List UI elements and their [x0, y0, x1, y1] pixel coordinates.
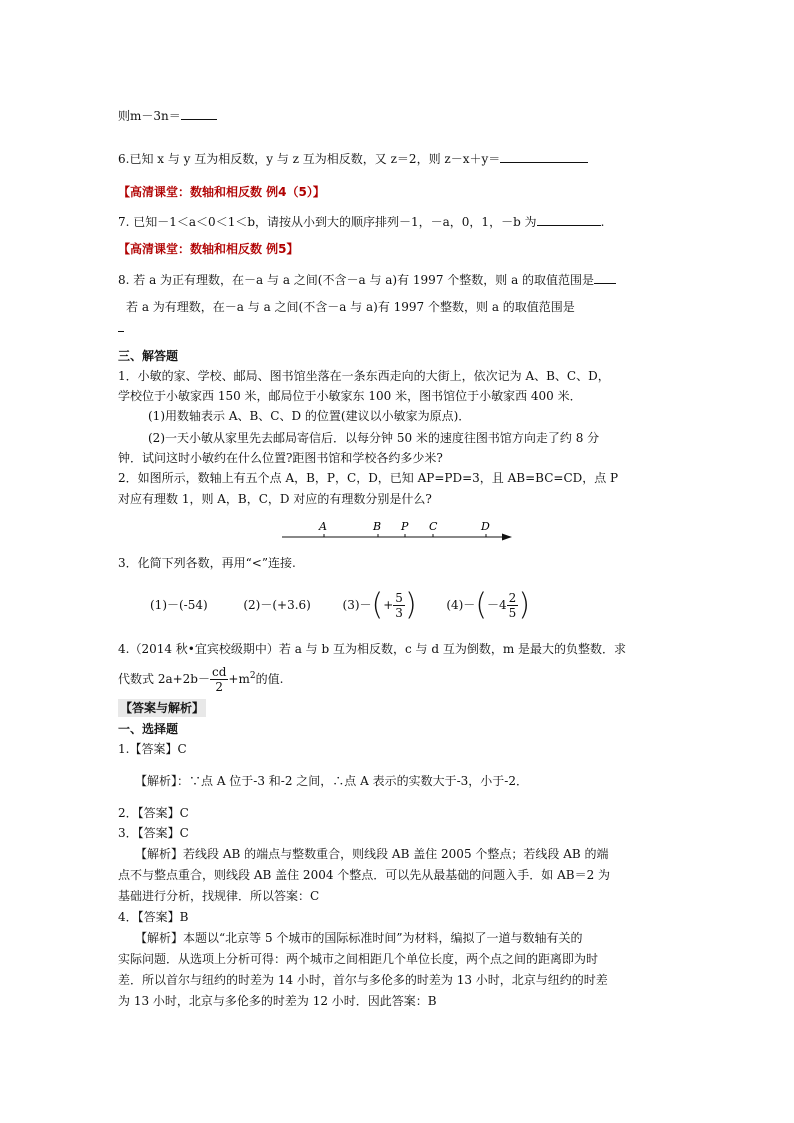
answer-3-explanation-2: 点不与整点重合，则线段 AB 盖住 2004 个整点．可以先从最基础的问题入手．如 AB＝2 为	[118, 868, 611, 882]
answer-4: 4．【答案】B	[118, 910, 189, 924]
fraction: $\frac{cd}{2}$	[211, 665, 227, 694]
answer-1-explanation: 【解析】：∵点 A 位于-3 和-2 之间，∴点 A 表示的实数大于-3，小于-2．	[135, 774, 528, 788]
problem-2-line-1: 2．如图所示，数轴上有五个点 A，B，P，C，D，已知 AP=PD=3，且 AB=BC=CD，点 P	[118, 471, 619, 485]
section-title: 三、解答题	[118, 349, 179, 363]
question-text: 6.已知 x 与 y 互为相反数，y 与 z 互为相反数，又 z＝2，则 z－x＋y＝	[118, 152, 501, 166]
problem-4-line-1: 4.（2014 秋•宜宾校级期中）若 a 与 b 互为相反数，c 与 d 互为倒数，m 是最大的负整数．求	[118, 642, 627, 656]
question-text: 7. 已知－1＜a＜0＜1＜b，请按从小到大的顺序排列－1，－a，0，1，－b 为	[118, 215, 537, 229]
question-text: 8. 若 a 为正有理数，在－a 与 a 之间(不含－a 与 a)有 1997 个整数，则 a 的取值范围是	[118, 273, 595, 287]
answer-3: 3．【答案】C	[118, 826, 189, 840]
problem-3-line-1: 3．化简下列各数，再用“<”连接.	[118, 556, 296, 570]
reference-note: 【高清课堂：数轴和相反数 例5】	[118, 242, 299, 256]
reference-note: 【高清课堂：数轴和相反数 例4（5）】	[118, 185, 325, 199]
fraction: $\frac{2}{5}$	[508, 591, 517, 620]
problem-1-line-2: 学校位于小敏家西 150 米，邮局位于小敏家东 100 米，图书馆位于小敏家西 400 米．	[118, 389, 582, 403]
answer-4-explanation-4: 为 13 小时，北京与多伦多的时差为 12 小时．因此答案：B	[118, 994, 437, 1008]
question-7	[118, 212, 604, 231]
answer-1: 1.【答案】C	[118, 742, 187, 756]
question-5-tail	[118, 106, 217, 125]
answer-blank	[537, 212, 601, 226]
item-3: (3)－(+ $\frac{5}{3}$ )	[342, 587, 417, 623]
answer-4-explanation-1: 【解析】本题以“北京等 5 个城市的国际标准时间”为材料，编拟了一道与数轴有关的	[135, 931, 583, 945]
answer-3-explanation-1: 【解析】若线段 AB 的端点与整数重合，则线段 AB 盖住 2005 个整点；若线段 AB 的端	[135, 847, 609, 861]
point-label-c: C	[429, 520, 438, 533]
answer-4-explanation-3: 差．所以首尔与纽约的时差为 14 小时，首尔与多伦多的时差为 13 小时，北京与纽约的时差	[118, 973, 608, 987]
answer-blank	[500, 149, 588, 163]
question-8-line-2: 若 a 为有理数，在－a 与 a 之间(不含－a 与 a)有 1997 个整数，则 a 的取值范围是	[126, 300, 575, 314]
problem-3-items	[150, 587, 531, 623]
item-2: (2)－(+3.6)	[243, 598, 311, 612]
problem-1-line-1: 1．小敏的家、学校、邮局、图书馆坐落在一条东西走向的大街上，依次记为 A、B、C、D，	[118, 369, 610, 383]
answer-2: 2．【答案】C	[118, 806, 189, 820]
question-end: .	[600, 215, 605, 229]
answer-blank	[118, 318, 124, 337]
problem-4-line-2: 代数式 2a+2b－ $\frac{cd}{2}$ $+m^2$的值.	[118, 665, 284, 694]
point-label-a: A	[319, 520, 327, 533]
point-label-p: P	[401, 520, 409, 533]
answer-blank	[181, 106, 217, 120]
problem-1-sub-2a: (2)一天小敏从家里先去邮局寄信后．以每分钟 50 米的速度往图书馆方向走了约 8 分	[148, 431, 600, 445]
answers-section-1: 一、选择题	[118, 722, 179, 736]
problem-1-sub-2b: 钟．试问这时小敏约在什么位置?距图书馆和学校各约多少米?	[118, 451, 443, 465]
point-label-b: B	[373, 520, 382, 533]
question-text: 则m－3n＝	[118, 109, 181, 123]
question-8-line-1	[118, 270, 616, 289]
item-4: (4)－(－4 $\frac{2}{5}$ )	[446, 587, 531, 623]
arrow-head-icon	[502, 534, 512, 541]
number-line-figure	[280, 516, 516, 546]
answer-blank	[594, 270, 616, 284]
problem-1-sub-1: (1)用数轴表示 A、B、C、D 的位置(建议以小敏家为原点)．	[148, 409, 471, 423]
answers-title: 【答案与解析】	[120, 701, 205, 715]
answer-3-explanation-3: 基础进行分析，找规律．所以答案：C	[118, 889, 320, 903]
question-6	[118, 149, 588, 168]
item-1: (1)－(-54)	[150, 598, 208, 612]
problem-2-line-2: 对应有理数 1，则 A，B，C，D 对应的有理数分别是什么?	[118, 492, 432, 506]
fraction: $\frac{5}{3}$	[395, 591, 403, 620]
answer-4-explanation-2: 实际问题．从选项上分析可得：两个城市之间相距几个单位长度，两个点之间的距离即为时	[118, 952, 599, 966]
point-label-d: D	[481, 520, 490, 533]
